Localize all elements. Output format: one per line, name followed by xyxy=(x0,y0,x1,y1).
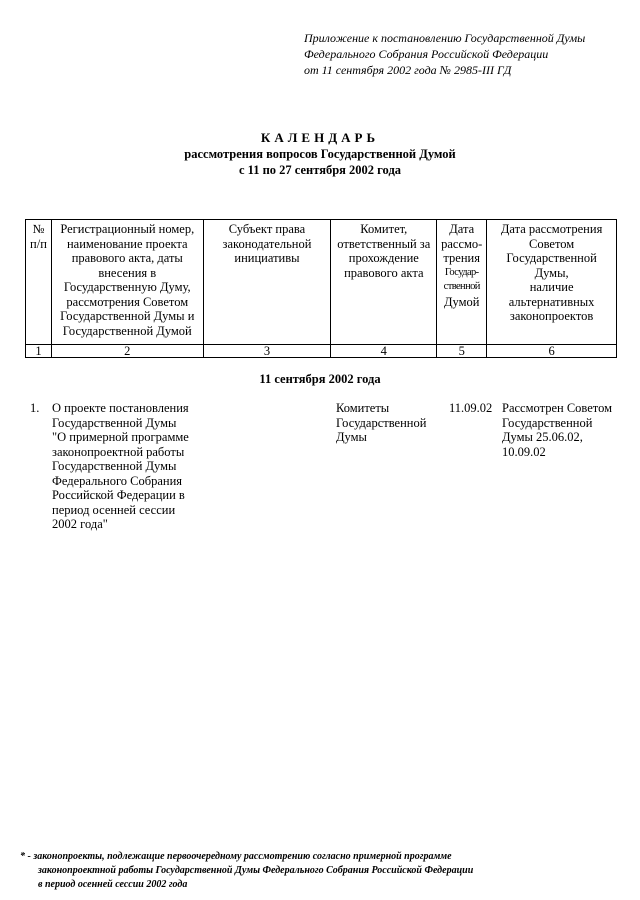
appendix-note xyxy=(304,30,624,78)
column-number-row xyxy=(26,345,617,358)
entry-date: 11.09.02 xyxy=(449,401,493,415)
footnote-line-3: в период осенней сессии 2002 года xyxy=(38,879,188,890)
appendix-line-3: от 11 сентября 2002 года № 2985-III ГД xyxy=(304,63,512,77)
appendix-line-1: Приложение к постановлению Государственной Думы xyxy=(304,31,586,45)
column-number: 6 xyxy=(487,345,617,358)
column-number: 5 xyxy=(437,345,487,358)
entry-number: 1. xyxy=(30,401,40,415)
title-line-2: рассмотрения вопросов Государственной Думой xyxy=(184,147,456,161)
appendix-line-2: Федерального Собрания Российской Федерации xyxy=(304,47,549,61)
column-number: 1 xyxy=(26,345,52,358)
header-cell-duma-date: Дата рассмо- трения Государ- ственной Думой xyxy=(437,220,487,345)
column-number: 3 xyxy=(203,345,331,358)
entry-title: О проекте постановления Государственной Думы "О примерной программе законопроектной работы Государственной Думы Федерального Собрания Российской Федерации в период осенней сессии 2002 года" xyxy=(52,401,189,531)
title-line-3: с 11 по 27 сентября 2002 года xyxy=(238,163,402,177)
column-number: 4 xyxy=(331,345,437,358)
column-number: 2 xyxy=(51,345,203,358)
document-title xyxy=(0,130,640,178)
header-cell-number: № п/п xyxy=(26,220,52,345)
section-date-heading: 11 сентября 2002 года xyxy=(259,372,381,386)
footnote-line-1: * - законопроекты, подлежащие первоочередному рассмотрению согласно примерной программе xyxy=(20,851,452,862)
entry-status: Рассмотрен Советом Государственной Думы 25.06.02, 10.09.02 xyxy=(502,401,613,459)
header-cell-council-date: Дата рассмотрения Советом Государственной Думы, наличие альтернативных законопроектов xyxy=(487,220,617,345)
header-cell-committee: Комитет, ответственный за прохождение правового акта xyxy=(331,220,437,345)
title-line-1: КАЛЕНДАРЬ xyxy=(260,130,380,145)
footnote-line-2: законопроектной работы Государственной Думы Федерального Собрания Российской Федерации xyxy=(38,865,474,876)
table-header-row xyxy=(26,220,617,345)
header-cell-subject: Субъект права законодательной инициативы xyxy=(203,220,331,345)
calendar-table xyxy=(25,219,617,358)
footnote xyxy=(20,850,630,892)
header-cell-registration: Регистрационный номер, наименование проекта правового акта, даты внесения в Государственную Думу, рассмотрения Советом Государственной Думы и Государственной Думой xyxy=(51,220,203,345)
entry-committee: Комитеты Государственной Думы xyxy=(336,401,427,444)
